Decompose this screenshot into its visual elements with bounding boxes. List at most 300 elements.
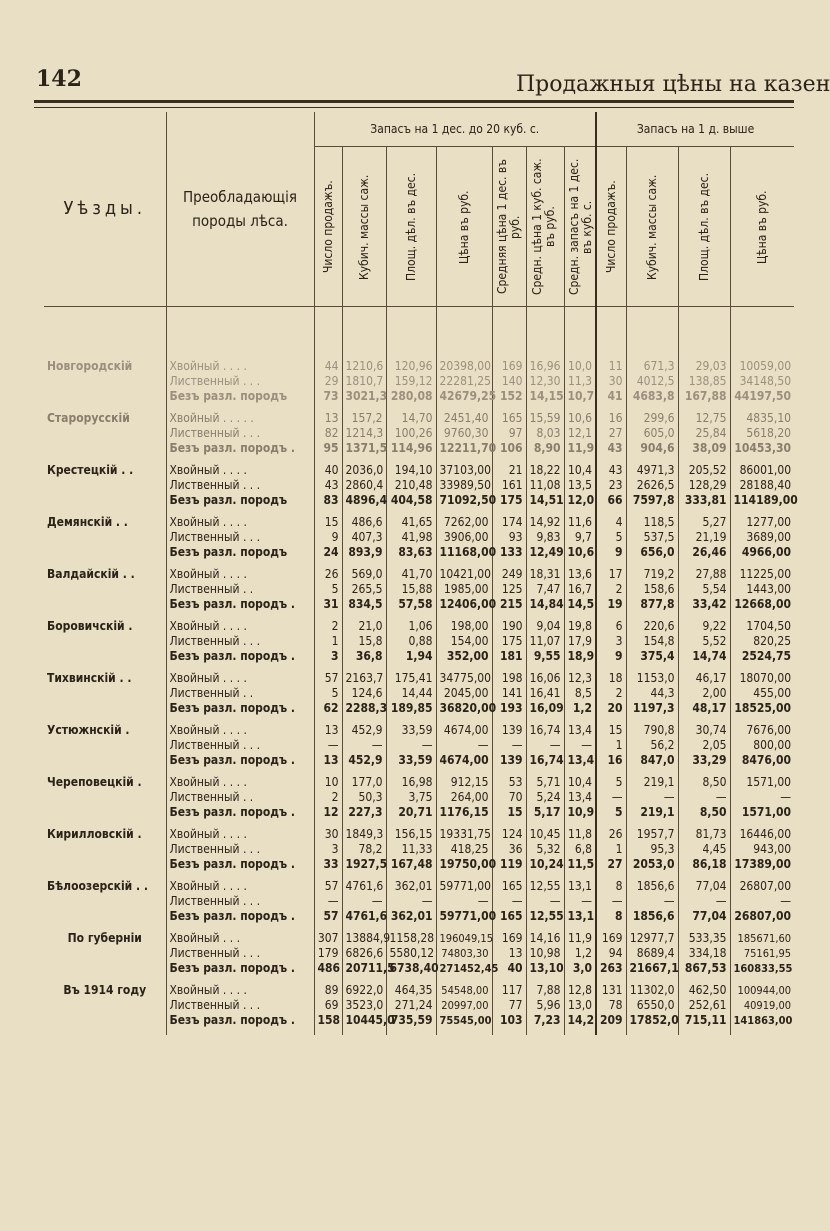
table-row [44,619,794,634]
value-cell: 1,2 [564,701,596,716]
value-cell: 26807,00 [730,909,794,924]
value-cell: 33,59 [386,723,436,738]
value-cell: 375,4 [626,649,678,664]
value-cell: 10445,0 [342,1013,386,1028]
value-cell: 28188,40 [730,478,794,493]
value-cell: 3523,0 [342,998,386,1013]
value-cell: 46,17 [678,671,730,686]
value-cell: 8 [596,909,626,924]
value-cell: 4761,6 [342,879,386,894]
col-header: Цѣна въ руб. [436,147,492,307]
species-cell: Хвойный . . . . [166,827,314,842]
group-gap [44,924,794,931]
value-cell: 43 [314,478,342,493]
value-cell: 8,50 [678,805,730,820]
value-cell: 2,00 [678,686,730,701]
value-cell: 124,6 [342,686,386,701]
value-cell: 69 [314,998,342,1013]
value-cell: 9 [314,530,342,545]
value-cell: 13,1 [564,909,596,924]
uezd-name [44,961,166,976]
value-cell: 86,18 [678,857,730,872]
uezd-name: Новгородскій [47,359,133,373]
value-cell: 3,0 [564,961,596,976]
value-cell: 2053,0 [626,857,678,872]
uezd-name [44,374,166,389]
value-cell: 17,9 [564,634,596,649]
value-cell: 57 [314,671,342,686]
value-cell: 106 [492,441,526,456]
col-header: Число продажъ. [596,147,626,307]
value-cell: 8,03 [526,426,564,441]
value-cell: 5 [314,686,342,701]
uezd-name [44,998,166,1013]
value-cell: 14,84 [526,597,564,612]
value-cell: 29,03 [678,359,730,374]
uezd-name [44,753,166,768]
value-cell: 77 [492,998,526,1013]
value-cell: 131 [596,983,626,998]
value-cell: 169 [492,359,526,374]
value-cell: 8,5 [564,686,596,701]
value-cell: 486,6 [342,515,386,530]
value-cell: 17852,0 [626,1013,678,1028]
value-cell: 5580,12 [386,946,436,961]
table-row [44,359,794,374]
value-cell: 6922,0 [342,983,386,998]
value-cell: 12,75 [678,411,730,426]
value-cell: 4674,00 [436,753,492,768]
value-cell: 41 [596,389,626,404]
value-cell: 671,3 [626,359,678,374]
value-cell: 210,48 [386,478,436,493]
value-cell: 8476,00 [730,753,794,768]
value-cell: 36,8 [342,649,386,664]
value-cell: 834,5 [342,597,386,612]
value-cell: 605,0 [626,426,678,441]
table-row [44,545,794,560]
value-cell: 1 [314,634,342,649]
value-cell: 1,06 [386,619,436,634]
value-cell: 5 [596,775,626,790]
value-cell: 12,1 [564,426,596,441]
value-cell: 8,90 [526,441,564,456]
value-cell: 27 [596,857,626,872]
value-cell: 5 [596,530,626,545]
value-cell: 1985,00 [436,582,492,597]
value-cell: 100,26 [386,426,436,441]
species-cell: Хвойный . . . [166,931,314,946]
value-cell: 10,45 [526,827,564,842]
value-cell: 2045,00 [436,686,492,701]
value-cell: 100944,00 [730,983,794,998]
value-cell: 407,3 [342,530,386,545]
value-cell: 9,04 [526,619,564,634]
value-cell: 11,5 [564,857,596,872]
value-cell: 40 [314,463,342,478]
species-cell: Безъ разл. породъ . [166,1013,314,1028]
value-cell: 715,11 [678,1013,730,1028]
value-cell: 19331,75 [436,827,492,842]
value-cell: 12,55 [526,909,564,924]
value-cell: 11,8 [564,827,596,842]
value-cell: — [314,894,342,909]
group-gap [44,872,794,879]
value-cell: 9,83 [526,530,564,545]
value-cell: 139 [492,753,526,768]
value-cell: 404,58 [386,493,436,508]
value-cell: 3 [596,634,626,649]
uezd-name [44,701,166,716]
value-cell: 57 [314,909,342,924]
value-cell: 198,00 [436,619,492,634]
value-cell: — [626,894,678,909]
value-cell: 5,24 [526,790,564,805]
group-gap [44,404,794,411]
value-cell: 333,81 [678,493,730,508]
table-row [44,515,794,530]
col-header: Средн. цѣна 1 куб. саж. въ руб. [526,147,564,307]
value-cell: 1856,6 [626,909,678,924]
uezd-name [44,649,166,664]
value-cell: 20 [596,701,626,716]
value-cell: — [564,738,596,753]
value-cell: — [436,738,492,753]
group-gap [44,612,794,619]
value-cell: 16446,00 [730,827,794,842]
species-cell: Хвойный . . . . [166,463,314,478]
uezd-name [44,805,166,820]
group-gap [44,664,794,671]
value-cell: 12406,00 [436,597,492,612]
species-cell: Лиственный . . [166,582,314,597]
group-gap [44,768,794,775]
value-cell: 2626,5 [626,478,678,493]
value-cell: 124 [492,827,526,842]
value-cell: 15 [314,515,342,530]
value-cell: 13,0 [564,998,596,1013]
species-cell: Хвойный . . . . [166,775,314,790]
value-cell: 11 [596,359,626,374]
value-cell: 16,96 [526,359,564,374]
value-cell: 464,35 [386,983,436,998]
value-cell: 5,54 [678,582,730,597]
table-row [44,909,794,924]
value-cell: 15,88 [386,582,436,597]
uezd-name: Боровичскій . [47,619,133,633]
table-row [44,790,794,805]
value-cell: 14,92 [526,515,564,530]
value-cell: 118,5 [626,515,678,530]
value-cell: 48,17 [678,701,730,716]
table-row [44,946,794,961]
value-cell: 1 [596,738,626,753]
value-cell: 23 [596,478,626,493]
value-cell: 4674,00 [436,723,492,738]
species-cell: Лиственный . . . [166,478,314,493]
value-cell: 12,55 [526,879,564,894]
col-header: Площ. дѣл. въ дес. [386,147,436,307]
species-cell: Лиственный . . . [166,738,314,753]
species-cell: Лиственный . . . [166,998,314,1013]
value-cell: 537,5 [626,530,678,545]
value-cell: 33,42 [678,597,730,612]
species-cell: Лиственный . . . [166,426,314,441]
value-cell: 1704,50 [730,619,794,634]
group-gap [44,560,794,567]
value-cell: 34148,50 [730,374,794,389]
value-cell: 9 [596,649,626,664]
species-cell: Лиственный . . . [166,946,314,961]
value-cell: 21,19 [678,530,730,545]
value-cell: — [596,894,626,909]
value-cell: 9,7 [564,530,596,545]
value-cell: 735,59 [386,1013,436,1028]
group-gap [44,1028,794,1035]
value-cell: 159,12 [386,374,436,389]
value-cell: 27 [596,426,626,441]
value-cell: 103 [492,1013,526,1028]
value-cell: 6738,40 [386,961,436,976]
value-cell: 41,98 [386,530,436,545]
uezd-name [44,441,166,456]
value-cell: 179 [314,946,342,961]
value-cell: 18,9 [564,649,596,664]
value-cell: 5 [314,582,342,597]
value-cell: 140 [492,374,526,389]
value-cell: 141863,00 [730,1013,794,1028]
value-cell: 1153,0 [626,671,678,686]
value-cell: 227,3 [342,805,386,820]
species-cell: Хвойный . . . . . [166,411,314,426]
value-cell: 189,85 [386,701,436,716]
uezd-name [44,946,166,961]
value-cell: 119 [492,857,526,872]
value-cell: 21,0 [342,619,386,634]
value-cell: 154,8 [626,634,678,649]
value-cell: 912,15 [436,775,492,790]
value-cell: 867,53 [678,961,730,976]
value-cell: 138,85 [678,374,730,389]
value-cell: 13,1 [564,879,596,894]
value-cell: 5,96 [526,998,564,1013]
value-cell: 12,0 [564,493,596,508]
value-cell: 10,4 [564,775,596,790]
table-row [44,775,794,790]
group-gap [44,976,794,983]
value-cell: 1810,7 [342,374,386,389]
value-cell: 10,0 [564,359,596,374]
value-cell: 193 [492,701,526,716]
value-cell: 205,52 [678,463,730,478]
value-cell: 249 [492,567,526,582]
value-cell: 1158,28 [386,931,436,946]
species-cell: Хвойный . . . . [166,515,314,530]
value-cell: 1214,3 [342,426,386,441]
value-cell: 77,04 [678,909,730,924]
value-cell: 44,3 [626,686,678,701]
value-cell: 37103,00 [436,463,492,478]
value-cell: 3906,00 [436,530,492,545]
value-cell: 11302,0 [626,983,678,998]
value-cell: 265,5 [342,582,386,597]
value-cell: 9 [596,545,626,560]
value-cell: 2 [314,790,342,805]
value-cell: 75161,95 [730,946,794,961]
table-row [44,567,794,582]
value-cell: 7,88 [526,983,564,998]
table-row [44,411,794,426]
species-cell: Безъ разл. породъ . [166,753,314,768]
value-cell: 16 [596,753,626,768]
value-cell: 19,8 [564,619,596,634]
uezd-name: Демянскій . . [47,515,128,529]
value-cell: 14,51 [526,493,564,508]
value-cell: 54548,00 [436,983,492,998]
uezd-name: Крестецкій . . [47,463,134,477]
value-cell: 5,32 [526,842,564,857]
value-cell: 16,74 [526,753,564,768]
value-cell: 20,71 [386,805,436,820]
species-cell: Безъ разл. породъ [166,493,314,508]
value-cell: 185671,60 [730,931,794,946]
value-cell: 5,17 [526,805,564,820]
value-cell: 1927,5 [342,857,386,872]
value-cell: 198 [492,671,526,686]
value-cell: 43 [596,463,626,478]
value-cell: 133 [492,545,526,560]
value-cell: 16,09 [526,701,564,716]
value-cell: 30 [596,374,626,389]
value-cell: 114189,00 [730,493,794,508]
value-cell: 13 [314,753,342,768]
value-cell: 9,22 [678,619,730,634]
col-header: Число продажъ. [314,147,342,307]
value-cell: 16,7 [564,582,596,597]
uezd-name [44,493,166,508]
value-cell: 30 [314,827,342,842]
table-row [44,463,794,478]
species-cell: Безъ разл. породъ . [166,597,314,612]
value-cell: 21667,1 [626,961,678,976]
species-cell: Лиственный . . [166,790,314,805]
value-cell: 2163,7 [342,671,386,686]
value-cell: 83,63 [386,545,436,560]
value-cell: 57,58 [386,597,436,612]
value-cell: 14,5 [564,597,596,612]
value-cell: 167,88 [678,389,730,404]
value-cell: 11,6 [564,515,596,530]
table-row [44,426,794,441]
value-cell: 13,5 [564,478,596,493]
value-cell: 13 [314,411,342,426]
group-gap [44,716,794,723]
value-cell: 16,98 [386,775,436,790]
uezd-name [44,426,166,441]
uezd-name [44,686,166,701]
value-cell: 20398,00 [436,359,492,374]
value-cell: 1,94 [386,649,436,664]
uezd-name [44,909,166,924]
table-row [44,634,794,649]
uezd-name [44,894,166,909]
value-cell: — [342,894,386,909]
value-cell: 14,15 [526,389,564,404]
value-cell: 219,1 [626,805,678,820]
value-cell: 12,3 [564,671,596,686]
value-cell: 13,4 [564,723,596,738]
value-cell: 128,29 [678,478,730,493]
value-cell: 167,48 [386,857,436,872]
value-cell: 4835,10 [730,411,794,426]
value-cell: 533,35 [678,931,730,946]
value-cell: 12,30 [526,374,564,389]
value-cell: 11,07 [526,634,564,649]
value-cell: 2 [314,619,342,634]
value-cell: 157,2 [342,411,386,426]
value-cell: 40919,00 [730,998,794,1013]
value-cell: 26 [596,827,626,842]
value-cell: 10,7 [564,389,596,404]
species-cell: Хвойный . . . . [166,879,314,894]
value-cell: 16,41 [526,686,564,701]
value-cell: 2860,4 [342,478,386,493]
value-cell: 30,74 [678,723,730,738]
value-cell: 1571,00 [730,805,794,820]
value-cell: — [678,894,730,909]
value-cell: 165 [492,411,526,426]
species-cell: Хвойный . . . . [166,723,314,738]
value-cell: — [436,894,492,909]
value-cell: 181 [492,649,526,664]
value-cell: 14,44 [386,686,436,701]
table-row [44,827,794,842]
value-cell: 7,23 [526,1013,564,1028]
value-cell: — [596,790,626,805]
value-cell: 14,70 [386,411,436,426]
value-cell: 1197,3 [626,701,678,716]
table-row [44,1013,794,1028]
value-cell: 299,6 [626,411,678,426]
value-cell: 11225,00 [730,567,794,582]
value-cell: — [492,738,526,753]
species-cell: Безъ разл. породъ . [166,441,314,456]
value-cell: 12668,00 [730,597,794,612]
top-rule [34,100,794,103]
value-cell: 10,9 [564,805,596,820]
value-cell: 95,3 [626,842,678,857]
value-cell: 3 [314,649,342,664]
value-cell: 26,46 [678,545,730,560]
value-cell: 21 [492,463,526,478]
table-row [44,753,794,768]
value-cell: 904,6 [626,441,678,456]
species-cell: Хвойный . . . . [166,567,314,582]
value-cell: 3689,00 [730,530,794,545]
value-cell: 271,24 [386,998,436,1013]
value-cell: 452,9 [342,753,386,768]
value-cell: 165 [492,879,526,894]
value-cell: 10059,00 [730,359,794,374]
value-cell: 82 [314,426,342,441]
value-cell: 19 [596,597,626,612]
table-row [44,582,794,597]
value-cell: 1443,00 [730,582,794,597]
value-cell: 141 [492,686,526,701]
value-cell: 4683,8 [626,389,678,404]
value-cell: 4966,00 [730,545,794,560]
value-cell: 719,2 [626,567,678,582]
